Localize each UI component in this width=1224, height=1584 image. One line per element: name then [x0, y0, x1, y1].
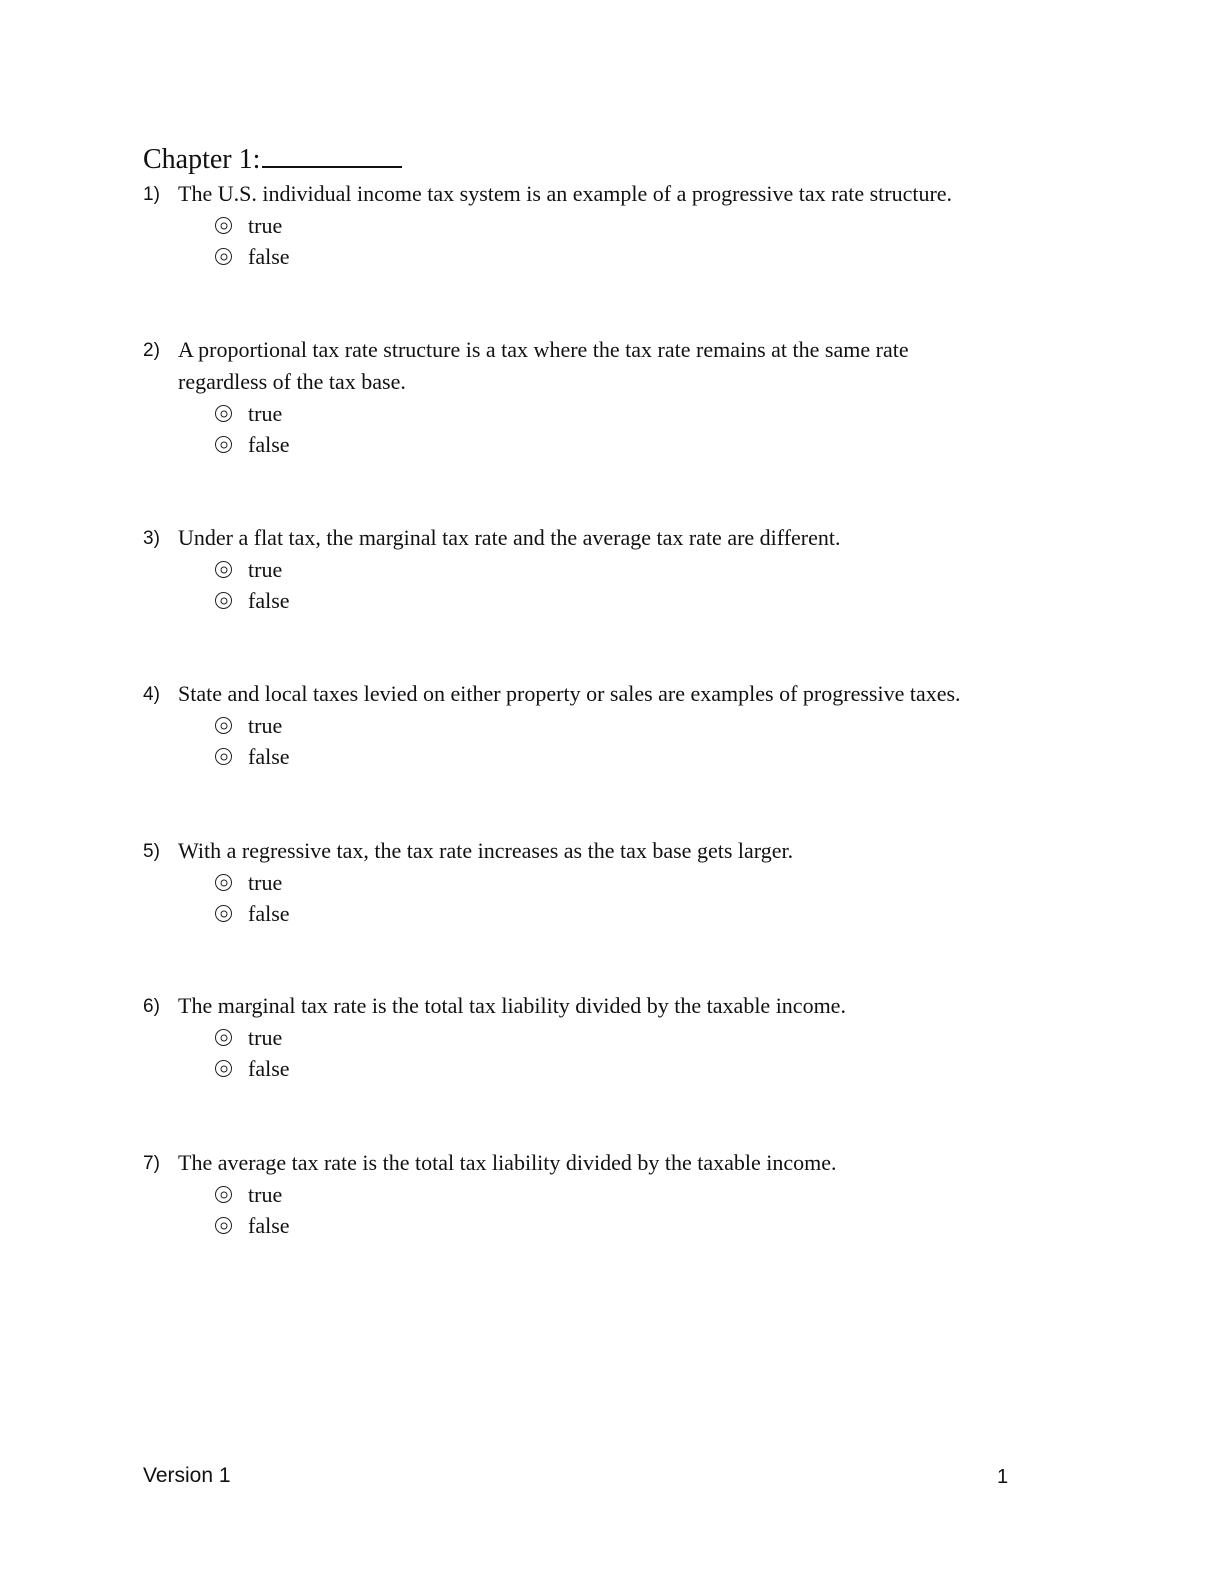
- radio-icon[interactable]: [215, 405, 232, 422]
- option-label: false: [248, 243, 290, 269]
- question-number: 1): [143, 184, 160, 205]
- question-text: The U.S. individual income tax system is an example of a progressive tax rate structure.: [178, 181, 953, 206]
- radio-icon[interactable]: [215, 905, 232, 922]
- question-6: [143, 990, 1043, 1084]
- question-4: [143, 678, 1043, 772]
- question-text: The average tax rate is the total tax liability divided by the taxable income.: [178, 1150, 837, 1175]
- question-text: A proportional tax rate structure is a tax where the tax rate remains at the same rate regardless of the tax base.: [178, 337, 909, 394]
- footer-version: Version 1: [143, 1464, 231, 1487]
- option-label: false: [248, 431, 290, 457]
- option-false[interactable]: [215, 429, 1043, 460]
- chapter-heading: [143, 140, 402, 178]
- question-number: 4): [143, 684, 160, 705]
- question-text: Under a flat tax, the marginal tax rate and the average tax rate are different.: [178, 525, 841, 550]
- question-7: [143, 1147, 1043, 1241]
- option-true[interactable]: [215, 554, 1043, 585]
- question-2: [143, 334, 1043, 460]
- question-5: [143, 835, 1043, 929]
- option-label: false: [248, 900, 290, 926]
- option-true[interactable]: [215, 398, 1043, 429]
- option-true[interactable]: [215, 867, 1043, 898]
- question-number: 2): [143, 340, 160, 361]
- option-label: true: [248, 869, 283, 895]
- question-1: [143, 178, 1043, 272]
- option-false[interactable]: [215, 1210, 1043, 1241]
- option-true[interactable]: [215, 210, 1043, 241]
- option-true[interactable]: [215, 710, 1043, 741]
- chapter-title: Chapter 1:: [143, 144, 261, 175]
- radio-icon[interactable]: [215, 1217, 232, 1234]
- option-true[interactable]: [215, 1179, 1043, 1210]
- option-false[interactable]: [215, 1053, 1043, 1084]
- radio-icon[interactable]: [215, 1060, 232, 1077]
- radio-icon[interactable]: [215, 436, 232, 453]
- option-label: false: [248, 1212, 290, 1238]
- option-label: false: [248, 743, 290, 769]
- chapter-blank-line: [262, 140, 402, 168]
- question-number: 7): [143, 1153, 160, 1174]
- radio-icon[interactable]: [215, 748, 232, 765]
- question-text: State and local taxes levied on either property or sales are examples of progressive taxes.: [178, 681, 961, 706]
- radio-icon[interactable]: [215, 1029, 232, 1046]
- question-number: 3): [143, 528, 160, 549]
- radio-icon[interactable]: [215, 248, 232, 265]
- radio-icon[interactable]: [215, 874, 232, 891]
- option-label: true: [248, 1024, 283, 1050]
- radio-icon[interactable]: [215, 561, 232, 578]
- question-3: [143, 522, 1043, 616]
- radio-icon[interactable]: [215, 717, 232, 734]
- option-label: true: [248, 556, 283, 582]
- option-false[interactable]: [215, 898, 1043, 929]
- option-label: true: [248, 212, 283, 238]
- option-label: true: [248, 1181, 283, 1207]
- option-true[interactable]: [215, 1022, 1043, 1053]
- radio-icon[interactable]: [215, 1186, 232, 1203]
- question-number: 5): [143, 841, 160, 862]
- option-label: true: [248, 400, 283, 426]
- option-false[interactable]: [215, 241, 1043, 272]
- option-label: false: [248, 587, 290, 613]
- question-text: The marginal tax rate is the total tax liability divided by the taxable income.: [178, 993, 846, 1018]
- question-number: 6): [143, 996, 160, 1017]
- page-number: 1: [997, 1466, 1009, 1488]
- option-label: true: [248, 712, 283, 738]
- radio-icon[interactable]: [215, 592, 232, 609]
- option-label: false: [248, 1055, 290, 1081]
- option-false[interactable]: [215, 585, 1043, 616]
- option-false[interactable]: [215, 741, 1043, 772]
- radio-icon[interactable]: [215, 217, 232, 234]
- question-text: With a regressive tax, the tax rate increases as the tax base gets larger.: [178, 838, 794, 863]
